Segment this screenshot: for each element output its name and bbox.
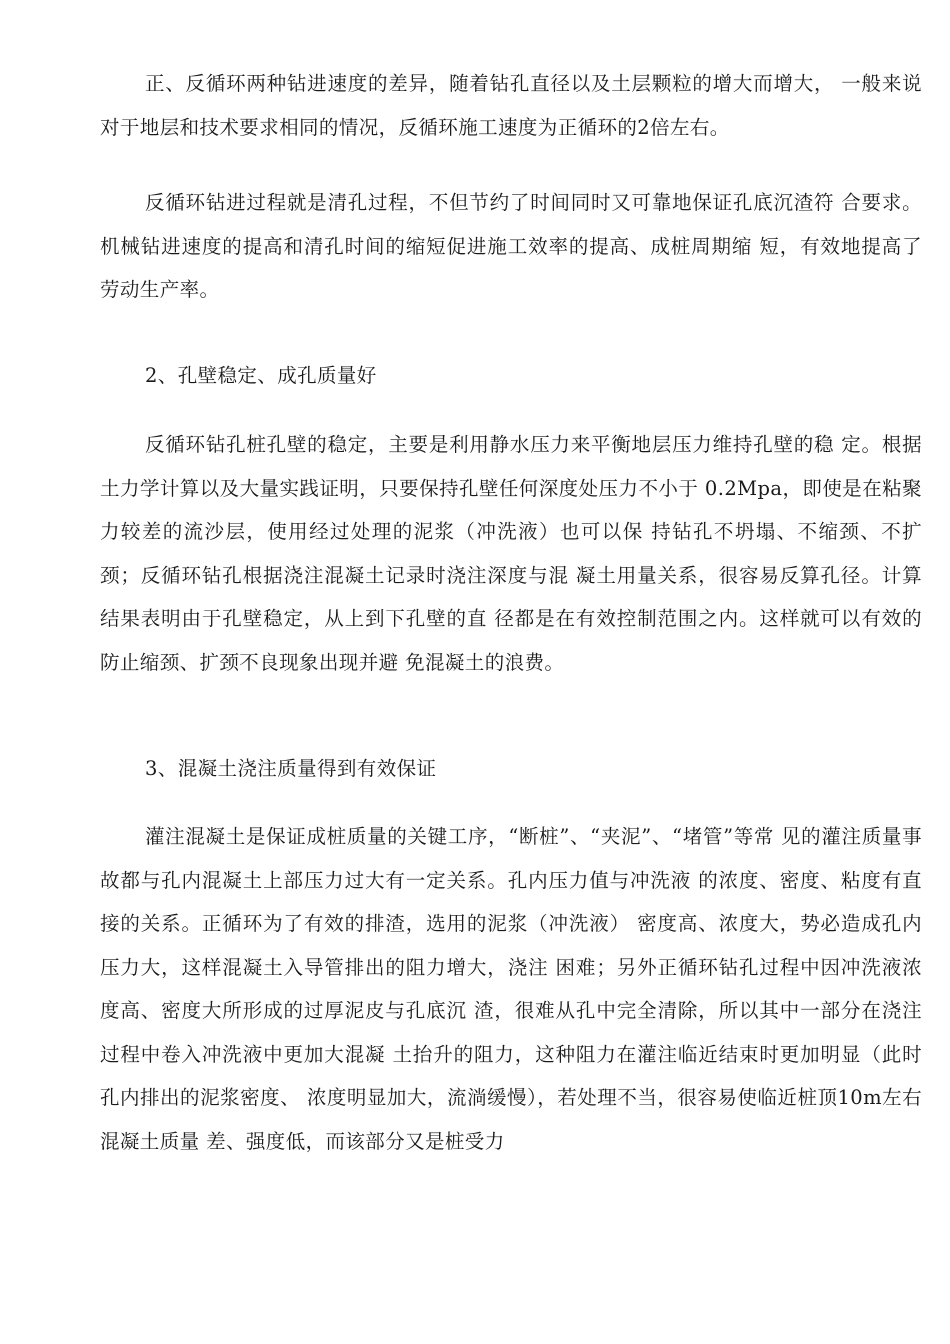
paragraph-drilling-speed: 正、反循环两种钻进速度的差异，随着钻孔直径以及土层颗粒的增大而增大， 一般来说对于地层和技术要求相同的情况，反循环施工速度为正循环的2倍左右。 <box>100 72 922 139</box>
section-heading-wall-stability: 2、孔壁稳定、成孔质量好 <box>145 364 377 387</box>
paragraph-wall-stability: 反循环钻孔桩孔壁的稳定，主要是利用静水压力来平衡地层压力维持孔壁的稳 定。根据土力学计算以及大量实践证明，只要保持孔壁任何深度处压力不小于 0.2Mpa，即使是在粘聚力较差的流沙层，使用经过处理的泥浆（冲洗液）也可以保 持钻孔不坍塌、不缩颈、不扩颈；反循环钻孔根据浇注混凝土记录时浇注深度与混 凝土用量关系，很容易反算孔径。计算结果表明由于孔壁稳定，从上到下孔壁的直 径都是在有效控制范围之内。这样就可以有效的防止缩颈、扩颈不良现象出现并避 免混凝土的浪费。 <box>100 433 922 674</box>
paragraph-hole-cleaning: 反循环钻进过程就是清孔过程，不但节约了时间同时又可靠地保证孔底沉渣符 合要求。机械钻进速度的提高和清孔时间的缩短促进施工效率的提高、成桩周期缩 短，有效地提高了劳动生产率。 <box>100 191 922 301</box>
paragraph-concrete-pouring: 灌注混凝土是保证成桩质量的关键工序，“断桩”、“夹泥”、“堵管”等常 见的灌注质量事故都与孔内混凝土上部压力过大有一定关系。孔内压力值与冲洗液 的浓度、密度、粘度有直接的关系。正循环为了有效的排渣，选用的泥浆（冲洗液） 密度高、浓度大，势必造成孔内压力大，这样混凝土入导管排出的阻力增大，浇注 困难；另外正循环钻孔过程中因冲洗液浓度高、密度大所形成的过厚泥皮与孔底沉 渣，很难从孔中完全清除，所以其中一部分在浇注过程中卷入冲洗液中更加大混凝 土抬升的阻力，这种阻力在灌注临近结束时更加明显（此时孔内排出的泥浆密度、 浓度明显加大，流淌缓慢），若处理不当，很容易使临近桩顶10m左右混凝土质量 差、强度低，而该部分又是桩受力 <box>100 825 922 1153</box>
section-heading-concrete-quality: 3、混凝土浇注质量得到有效保证 <box>145 757 437 780</box>
